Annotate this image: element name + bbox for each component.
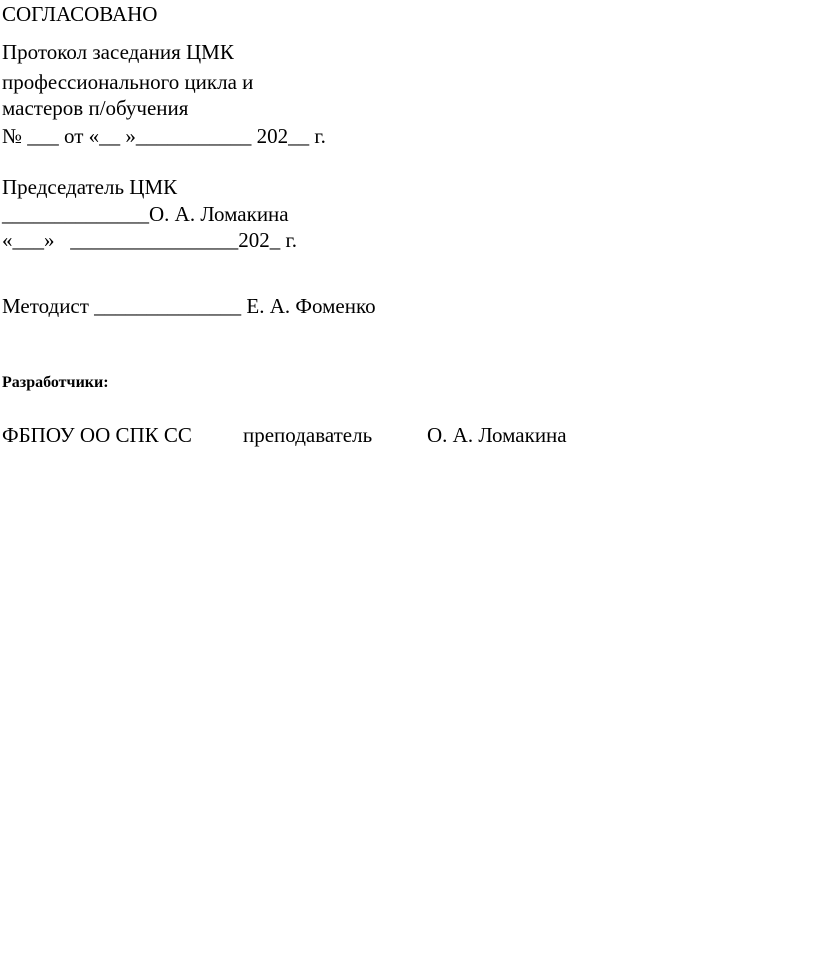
developer-position: преподаватель (243, 423, 373, 447)
developer-organization: ФБПОУ ОО СПК СС (2, 423, 192, 447)
developer-name: О. А. Ломакина (427, 423, 567, 447)
protocol-line-2: профессионального цикла и (2, 70, 254, 94)
developers-heading: Разработчики: (2, 374, 109, 391)
protocol-line-3: мастеров п/обучения (2, 96, 189, 120)
protocol-line-1: Протокол заседания ЦМК (2, 40, 234, 64)
chairman-date-line: «___» ________________202_ г. (2, 228, 297, 252)
approval-heading: СОГЛАСОВАНО (2, 2, 158, 26)
protocol-number-date-line: № ___ от «__ »___________ 202__ г. (2, 124, 326, 148)
chairman-signature-line: ______________О. А. Ломакина (2, 202, 289, 226)
methodist-signature-line: Методист ______________ Е. А. Фоменко (2, 294, 376, 318)
chairman-title: Председатель ЦМК (2, 175, 178, 199)
